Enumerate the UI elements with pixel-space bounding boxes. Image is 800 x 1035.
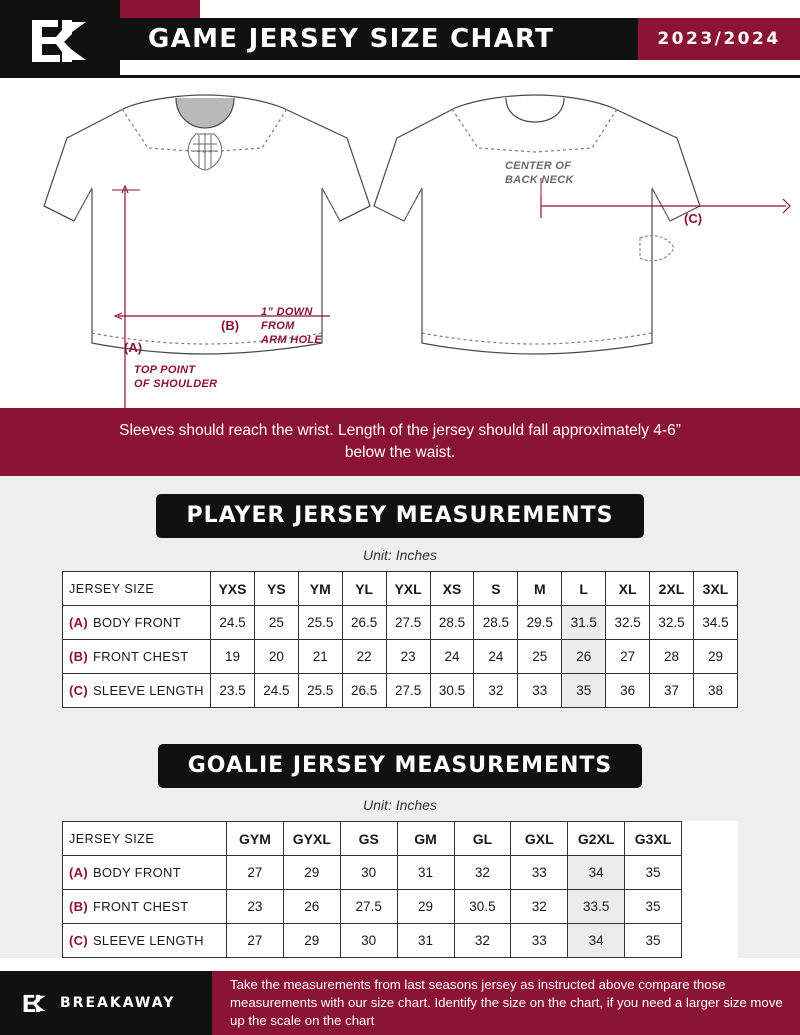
- goalie-size-gxl: GXL: [511, 822, 568, 856]
- goalie-size-g2xl: G2XL: [568, 822, 625, 856]
- table-row: [63, 856, 738, 890]
- goalie-size-gl: GL: [454, 822, 511, 856]
- cell: 33: [511, 856, 568, 890]
- cell: 33.5: [568, 890, 625, 924]
- player-row-label-c: [63, 674, 211, 708]
- cell: 37: [650, 674, 694, 708]
- player-size-2xl: 2XL: [650, 572, 694, 606]
- logo-block: [0, 0, 120, 78]
- goalie-size-g3xl: G3XL: [625, 822, 682, 856]
- goalie-row-label-c: [63, 924, 227, 958]
- cell: 32: [454, 924, 511, 958]
- cell: 23: [386, 640, 430, 674]
- cell: 26.5: [342, 606, 386, 640]
- cell: 34: [568, 924, 625, 958]
- table-header-row: [63, 822, 738, 856]
- label-center-back-neck: CENTER OF BACK NECK: [505, 160, 574, 186]
- table-row: [63, 606, 738, 640]
- player-row-label-a: [63, 606, 211, 640]
- note-bar: [0, 408, 800, 476]
- cell: 35: [625, 924, 682, 958]
- cell: 26: [562, 640, 606, 674]
- player-size-ym: YM: [298, 572, 342, 606]
- player-measurements-table: [62, 571, 738, 708]
- cell: 31: [397, 924, 454, 958]
- row-marker-c: (C): [69, 683, 88, 698]
- row-label-front-chest: FRONT CHEST: [92, 649, 189, 664]
- cell: 24.5: [211, 606, 255, 640]
- cell: 24.5: [254, 674, 298, 708]
- player-size-yl: YL: [342, 572, 386, 606]
- goalie-measurements-table: [62, 821, 738, 958]
- row-marker-b: (B): [69, 649, 88, 664]
- cell: 38: [693, 674, 737, 708]
- page-footer: [0, 971, 800, 1035]
- cell: 27.5: [386, 674, 430, 708]
- marker-a: (A): [124, 340, 143, 355]
- jersey-illustration: [0, 78, 800, 408]
- table-row: [63, 890, 738, 924]
- note-text: Sleeves should reach the wrist. Length of the jersey should fall approximately 4-6” below the waist.: [119, 421, 681, 461]
- player-size-xl: XL: [606, 572, 650, 606]
- cell: 31: [397, 856, 454, 890]
- cell: 25: [254, 606, 298, 640]
- goalie-row-label-a: [63, 856, 227, 890]
- cell: 24: [474, 640, 518, 674]
- row-label-sleeve-length: SLEEVE LENGTH: [92, 683, 204, 698]
- page-title: GAME JERSEY SIZE CHART: [148, 24, 555, 54]
- cell: 25: [518, 640, 562, 674]
- row-label-body-front: BODY FRONT: [92, 865, 181, 880]
- cell: 35: [562, 674, 606, 708]
- spacer-cell: [682, 822, 738, 856]
- cell: 23.5: [211, 674, 255, 708]
- cell: 24: [430, 640, 474, 674]
- spacer-cell: [682, 890, 738, 924]
- player-size-m: M: [518, 572, 562, 606]
- player-size-yxs: YXS: [211, 572, 255, 606]
- cell: 33: [511, 924, 568, 958]
- cell: 28: [650, 640, 694, 674]
- row-label-front-chest: FRONT CHEST: [92, 899, 189, 914]
- cell: 25.5: [298, 606, 342, 640]
- cell: 32.5: [606, 606, 650, 640]
- cell: 30.5: [454, 890, 511, 924]
- player-section-title: PLAYER JERSEY MEASUREMENTS: [156, 494, 643, 538]
- cell: 29.5: [518, 606, 562, 640]
- player-size-ys: YS: [254, 572, 298, 606]
- cell: 29: [693, 640, 737, 674]
- cell: 29: [397, 890, 454, 924]
- goalie-size-gyxl: GYXL: [283, 822, 340, 856]
- cell: 28.5: [474, 606, 518, 640]
- row-marker-a: (A): [69, 865, 88, 880]
- cell: 34.5: [693, 606, 737, 640]
- cell: 33: [518, 674, 562, 708]
- cell: 34: [568, 856, 625, 890]
- cell: 29: [283, 856, 340, 890]
- cell: 26.5: [342, 674, 386, 708]
- page-header: [0, 0, 800, 78]
- cell: 32: [474, 674, 518, 708]
- cell: 27.5: [386, 606, 430, 640]
- marker-b: (B): [221, 318, 240, 333]
- cell: 27: [227, 856, 284, 890]
- player-unit-label: Unit: Inches: [363, 547, 437, 563]
- table-header-row: [63, 572, 738, 606]
- player-size-yxl: YXL: [386, 572, 430, 606]
- goalie-size-gym: GYM: [227, 822, 284, 856]
- cell: 19: [211, 640, 255, 674]
- table-row: [63, 924, 738, 958]
- cell: 32.5: [650, 606, 694, 640]
- cell: 32: [511, 890, 568, 924]
- cell: 32: [454, 856, 511, 890]
- label-top-point-shoulder: TOP POINT OF SHOULDER: [134, 364, 218, 390]
- footer-instructions: Take the measurements from last seasons jersey as instructed above compare those measurements with our size chart. Identify the size on the chart, if you need a larger size move up the scale on the chart: [212, 971, 800, 1035]
- player-size-l: L: [562, 572, 606, 606]
- season-badge: 2023/2024: [638, 18, 800, 60]
- cell: 22: [342, 640, 386, 674]
- cell: 25.5: [298, 674, 342, 708]
- cell: 30: [340, 924, 397, 958]
- cell: 26: [283, 890, 340, 924]
- cell: 23: [227, 890, 284, 924]
- goalie-unit-label: Unit: Inches: [363, 797, 437, 813]
- spacer-cell: [682, 856, 738, 890]
- cell: 35: [625, 856, 682, 890]
- player-size-xs: XS: [430, 572, 474, 606]
- row-label-sleeve-length: SLEEVE LENGTH: [92, 933, 204, 948]
- cell: 30.5: [430, 674, 474, 708]
- goalie-section: [0, 726, 800, 958]
- cell: 27: [227, 924, 284, 958]
- marker-c: (C): [684, 211, 703, 226]
- cell: 27.5: [340, 890, 397, 924]
- cell: 29: [283, 924, 340, 958]
- player-section: [0, 476, 800, 726]
- cell: 36: [606, 674, 650, 708]
- row-label-body-front: BODY FRONT: [92, 615, 181, 630]
- cell: 30: [340, 856, 397, 890]
- cell: 28.5: [430, 606, 474, 640]
- jersey-diagram: [0, 78, 800, 408]
- player-row-label-b: [63, 640, 211, 674]
- cell: 21: [298, 640, 342, 674]
- goalie-size-label: JERSEY SIZE: [63, 822, 227, 856]
- goalie-size-gs: GS: [340, 822, 397, 856]
- goalie-row-label-b: [63, 890, 227, 924]
- label-one-inch-down: 1” DOWN FROM ARM HOLE: [261, 306, 323, 346]
- spacer-cell: [682, 924, 738, 958]
- row-marker-b: (B): [69, 899, 88, 914]
- breakaway-b-logo-icon: [22, 988, 48, 1018]
- row-marker-c: (C): [69, 933, 88, 948]
- goalie-size-gm: GM: [397, 822, 454, 856]
- footer-brand-name: BREAKAWAY: [60, 995, 176, 1011]
- cell: 27: [606, 640, 650, 674]
- table-row: [63, 640, 738, 674]
- player-size-s: S: [474, 572, 518, 606]
- cell: 31.5: [562, 606, 606, 640]
- cell: 20: [254, 640, 298, 674]
- breakaway-b-logo-icon: [28, 16, 92, 64]
- goalie-section-title: GOALIE JERSEY MEASUREMENTS: [158, 744, 643, 788]
- player-size-label: JERSEY SIZE: [63, 572, 211, 606]
- table-row: [63, 674, 738, 708]
- row-marker-a: (A): [69, 615, 88, 630]
- player-size-3xl: 3XL: [693, 572, 737, 606]
- cell: 35: [625, 890, 682, 924]
- footer-brand-block: [0, 971, 212, 1035]
